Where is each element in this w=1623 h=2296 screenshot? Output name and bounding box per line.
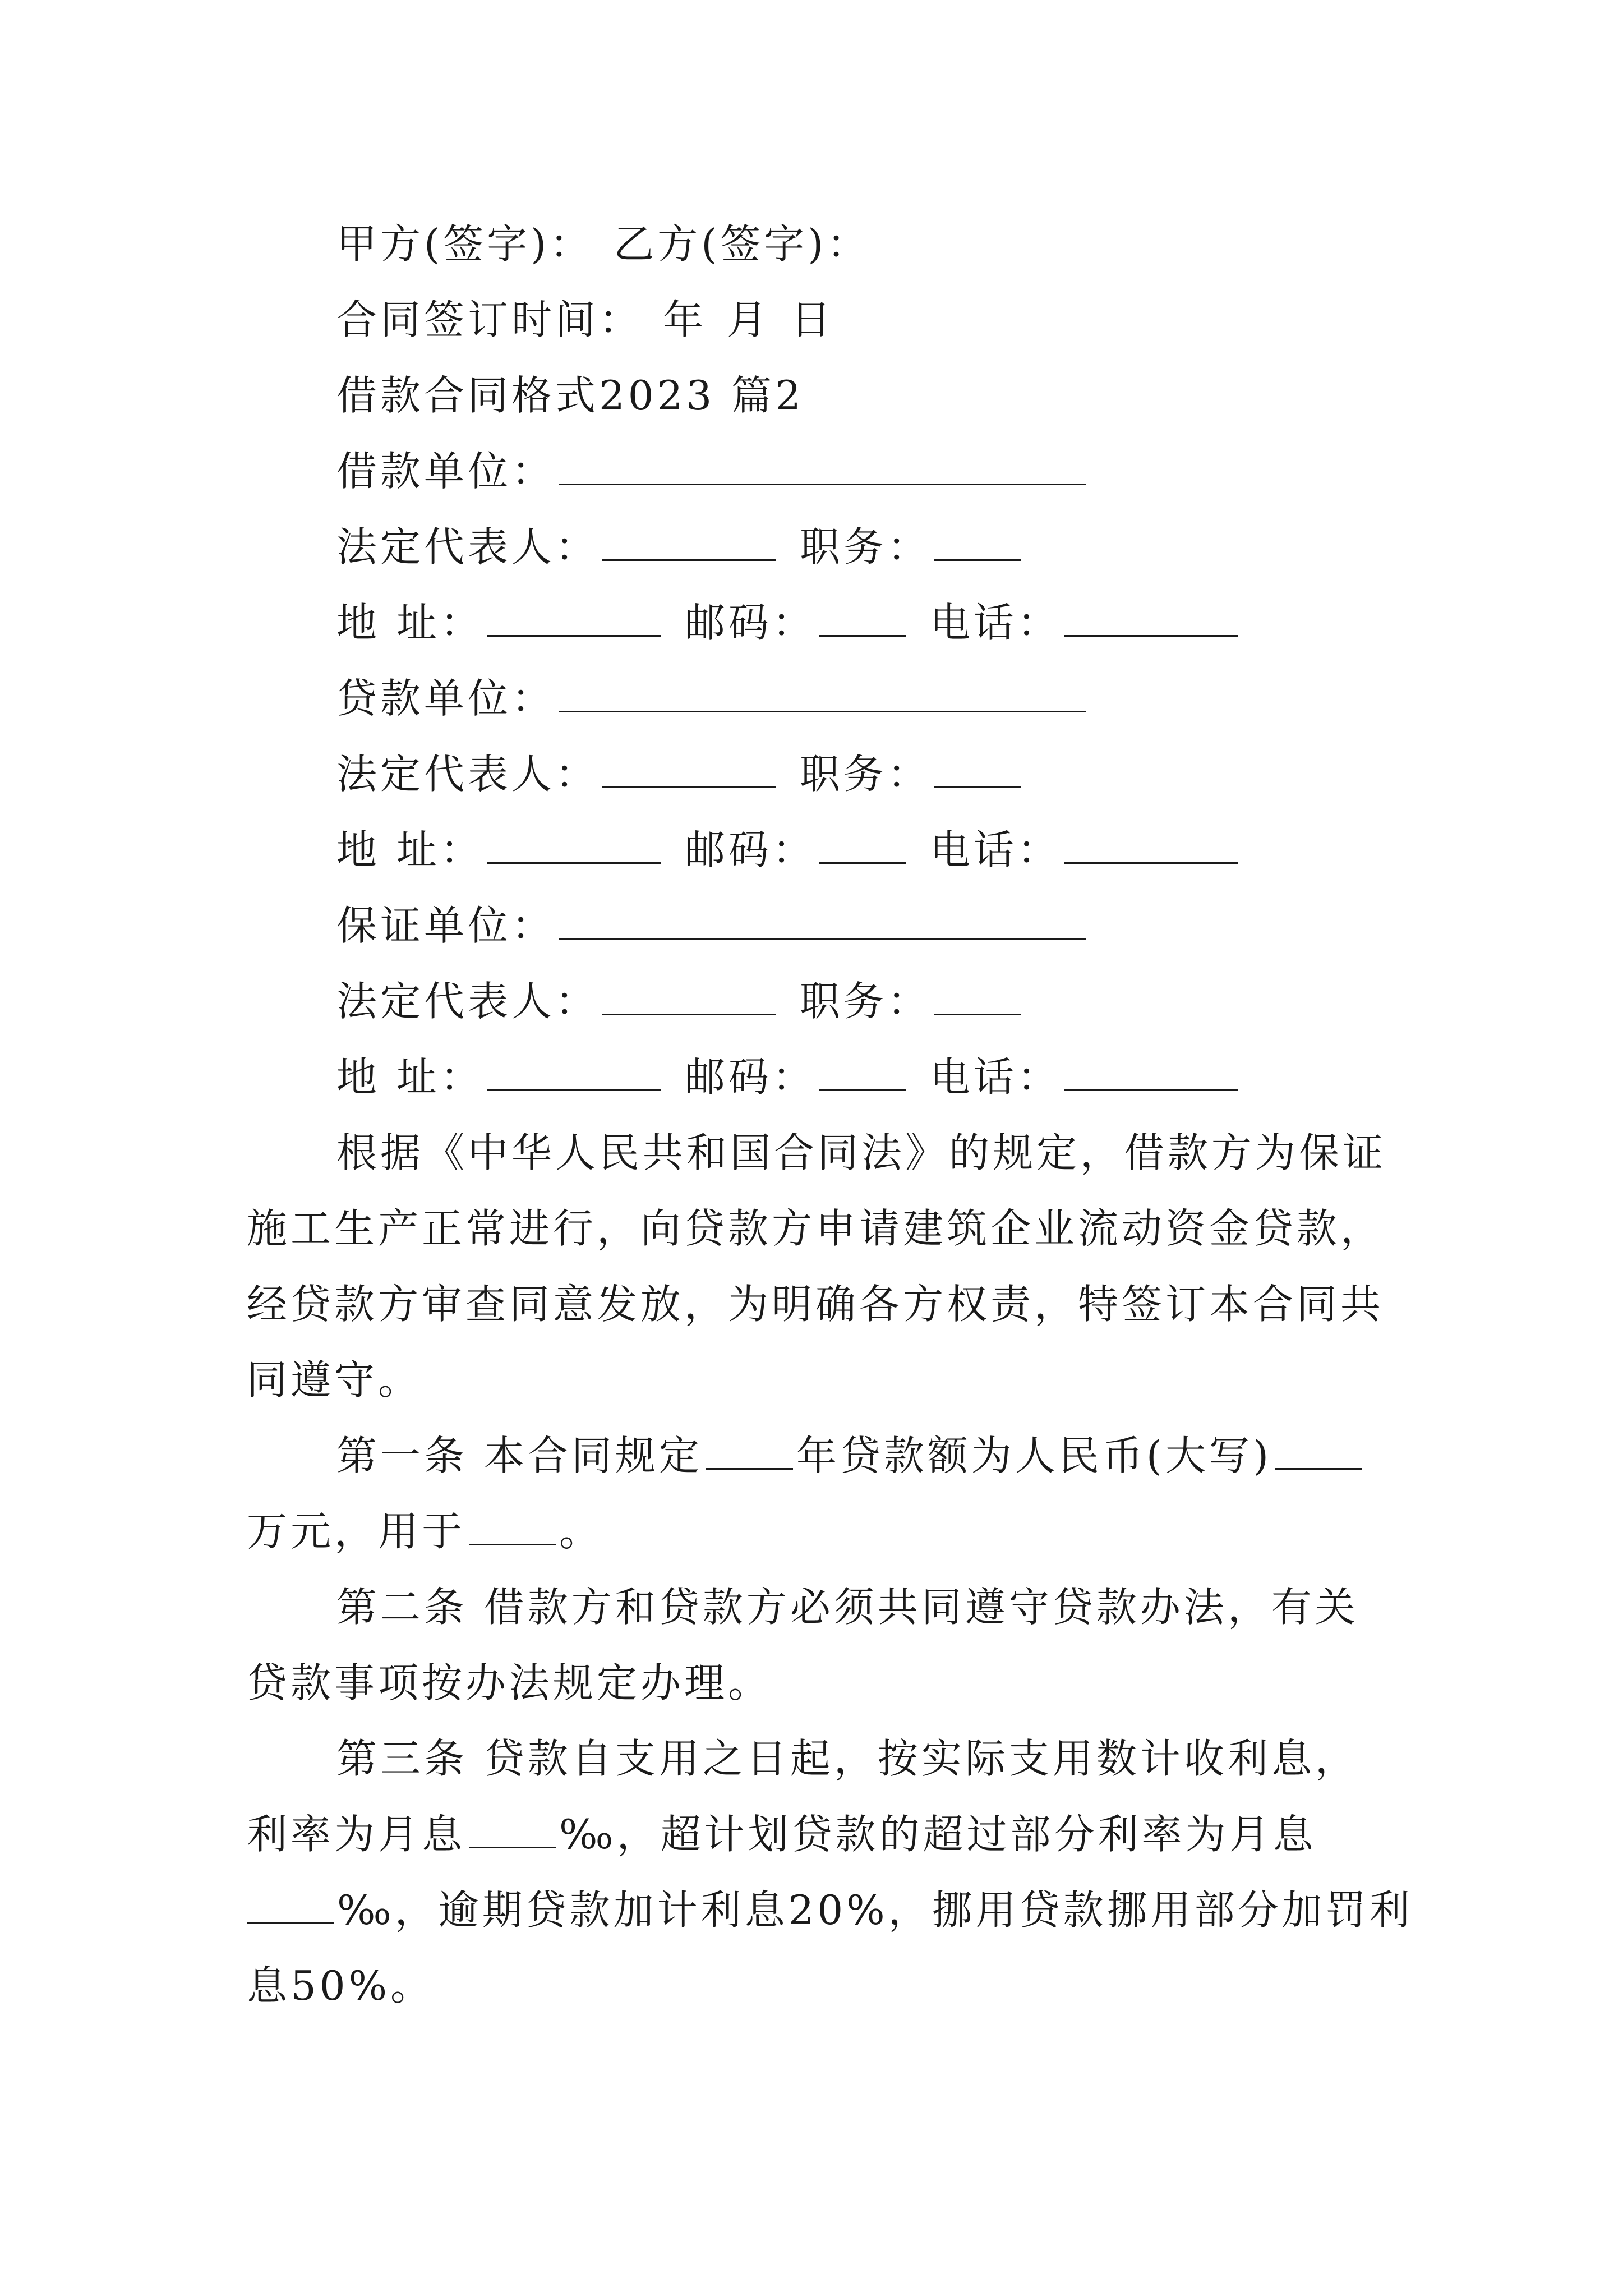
article2-line-1: 第二条 借款方和贷款方必须共同遵守贷款办法，有关 (336, 1584, 1359, 1631)
guarantor-rep-label: 法定代表人： (336, 978, 600, 1025)
guarantor-rep-blank[interactable] (602, 973, 776, 1015)
borrower-position-label: 职务： (800, 523, 932, 570)
article1-line-1 (336, 1428, 1366, 1484)
lender-zip-label: 邮码： (684, 826, 816, 873)
borrower-position-blank[interactable] (934, 519, 1021, 561)
borrower-rep-line (336, 519, 1025, 575)
guarantor-phone-label: 电话： (929, 1053, 1061, 1101)
lender-unit-label: 贷款单位： (336, 675, 556, 722)
article1-text-d: 。 (559, 1508, 603, 1555)
article1-text-b: 年贷款额为人民币(大写) (796, 1432, 1272, 1479)
guarantor-zip-label: 邮码： (684, 1053, 816, 1101)
article3-line-3 (247, 1882, 1413, 1938)
borrower-address-blank[interactable] (487, 595, 661, 637)
article1-line-2 (247, 1503, 603, 1559)
lender-address-label: 地 址： (336, 826, 484, 873)
signing-date-line (336, 292, 834, 348)
borrower-rep-blank[interactable] (602, 519, 776, 561)
article3-line-2 (247, 1806, 1317, 1862)
lender-unit-blank[interactable] (559, 670, 1086, 712)
guarantor-unit-label: 保证单位： (336, 902, 556, 949)
borrower-unit-label: 借款单位： (336, 448, 556, 495)
article3-text-c: ‰，逾期贷款加计利息20%，挪用贷款挪用部分加罚利 (337, 1887, 1413, 1934)
article1-purpose-blank[interactable] (469, 1503, 556, 1545)
borrower-zip-blank[interactable] (819, 595, 906, 637)
preamble-line-1: 根据《中华人民共和国合同法》的规定，借款方为保证 (336, 1129, 1387, 1176)
borrower-address-line (336, 595, 1242, 651)
day-label: 日 (791, 296, 835, 343)
article3-excess-rate-blank[interactable] (247, 1882, 334, 1924)
borrower-phone-label: 电话： (929, 599, 1061, 646)
borrower-unit-blank[interactable] (559, 443, 1086, 485)
article3-text-a: 利率为月息 (247, 1811, 466, 1858)
article3-line-1: 第三条 贷款自支用之日起，按实际支用数计收利息， (336, 1735, 1359, 1782)
lender-address-blank[interactable] (487, 822, 661, 864)
lender-position-label: 职务： (800, 751, 932, 798)
guarantor-zip-blank[interactable] (819, 1049, 906, 1091)
lender-position-blank[interactable] (934, 746, 1021, 788)
party-a-label: 甲方(签字)： (336, 220, 594, 268)
guarantor-address-line (336, 1049, 1242, 1105)
month-label: 月 (727, 296, 771, 343)
lender-phone-blank[interactable] (1064, 822, 1238, 864)
lender-address-line (336, 822, 1242, 878)
borrower-address-label: 地 址： (336, 599, 484, 646)
guarantor-address-blank[interactable] (487, 1049, 661, 1091)
signature-line (336, 216, 870, 272)
article3-rate-blank[interactable] (469, 1806, 556, 1848)
article1-text-c: 万元，用于 (247, 1508, 466, 1555)
year-label: 年 (663, 296, 707, 343)
preamble-line-2: 施工生产正常进行，向贷款方申请建筑企业流动资金贷款， (247, 1205, 1385, 1252)
article1-amount-blank[interactable] (1275, 1428, 1362, 1470)
guarantor-unit-blank[interactable] (559, 898, 1086, 940)
signing-date-label: 合同签订时间： (336, 296, 643, 343)
guarantor-position-label: 职务： (800, 978, 932, 1025)
guarantor-phone-blank[interactable] (1064, 1049, 1238, 1091)
borrower-phone-blank[interactable] (1064, 595, 1238, 637)
lender-rep-blank[interactable] (602, 746, 776, 788)
preamble-line-3: 经贷款方审查同意发放，为明确各方权责，特签订本合同共 (247, 1281, 1385, 1328)
lender-rep-label: 法定代表人： (336, 751, 600, 798)
guarantor-rep-line (336, 973, 1025, 1029)
article1-year-blank[interactable] (706, 1428, 793, 1470)
lender-rep-line (336, 746, 1025, 802)
lender-unit-line (336, 670, 1089, 726)
guarantor-position-blank[interactable] (934, 973, 1021, 1015)
article1-text-a: 第一条 本合同规定 (336, 1432, 703, 1479)
borrower-unit-line (336, 443, 1089, 499)
guarantor-unit-line (336, 898, 1089, 954)
borrower-rep-label: 法定代表人： (336, 523, 600, 570)
borrower-zip-label: 邮码： (684, 599, 816, 646)
section-title: 借款合同格式2023 篇2 (336, 372, 804, 419)
preamble-line-4: 同遵守。 (247, 1356, 422, 1404)
party-b-label: 乙方(签字)： (614, 220, 871, 268)
article3-text-b: ‰，超计划贷款的超过部分利率为月息 (559, 1811, 1317, 1858)
guarantor-address-label: 地 址： (336, 1053, 484, 1101)
article2-line-2: 贷款事项按办法规定办理。 (247, 1659, 772, 1706)
article3-line-4: 息50%。 (247, 1962, 435, 2009)
lender-phone-label: 电话： (929, 826, 1061, 873)
lender-zip-blank[interactable] (819, 822, 906, 864)
